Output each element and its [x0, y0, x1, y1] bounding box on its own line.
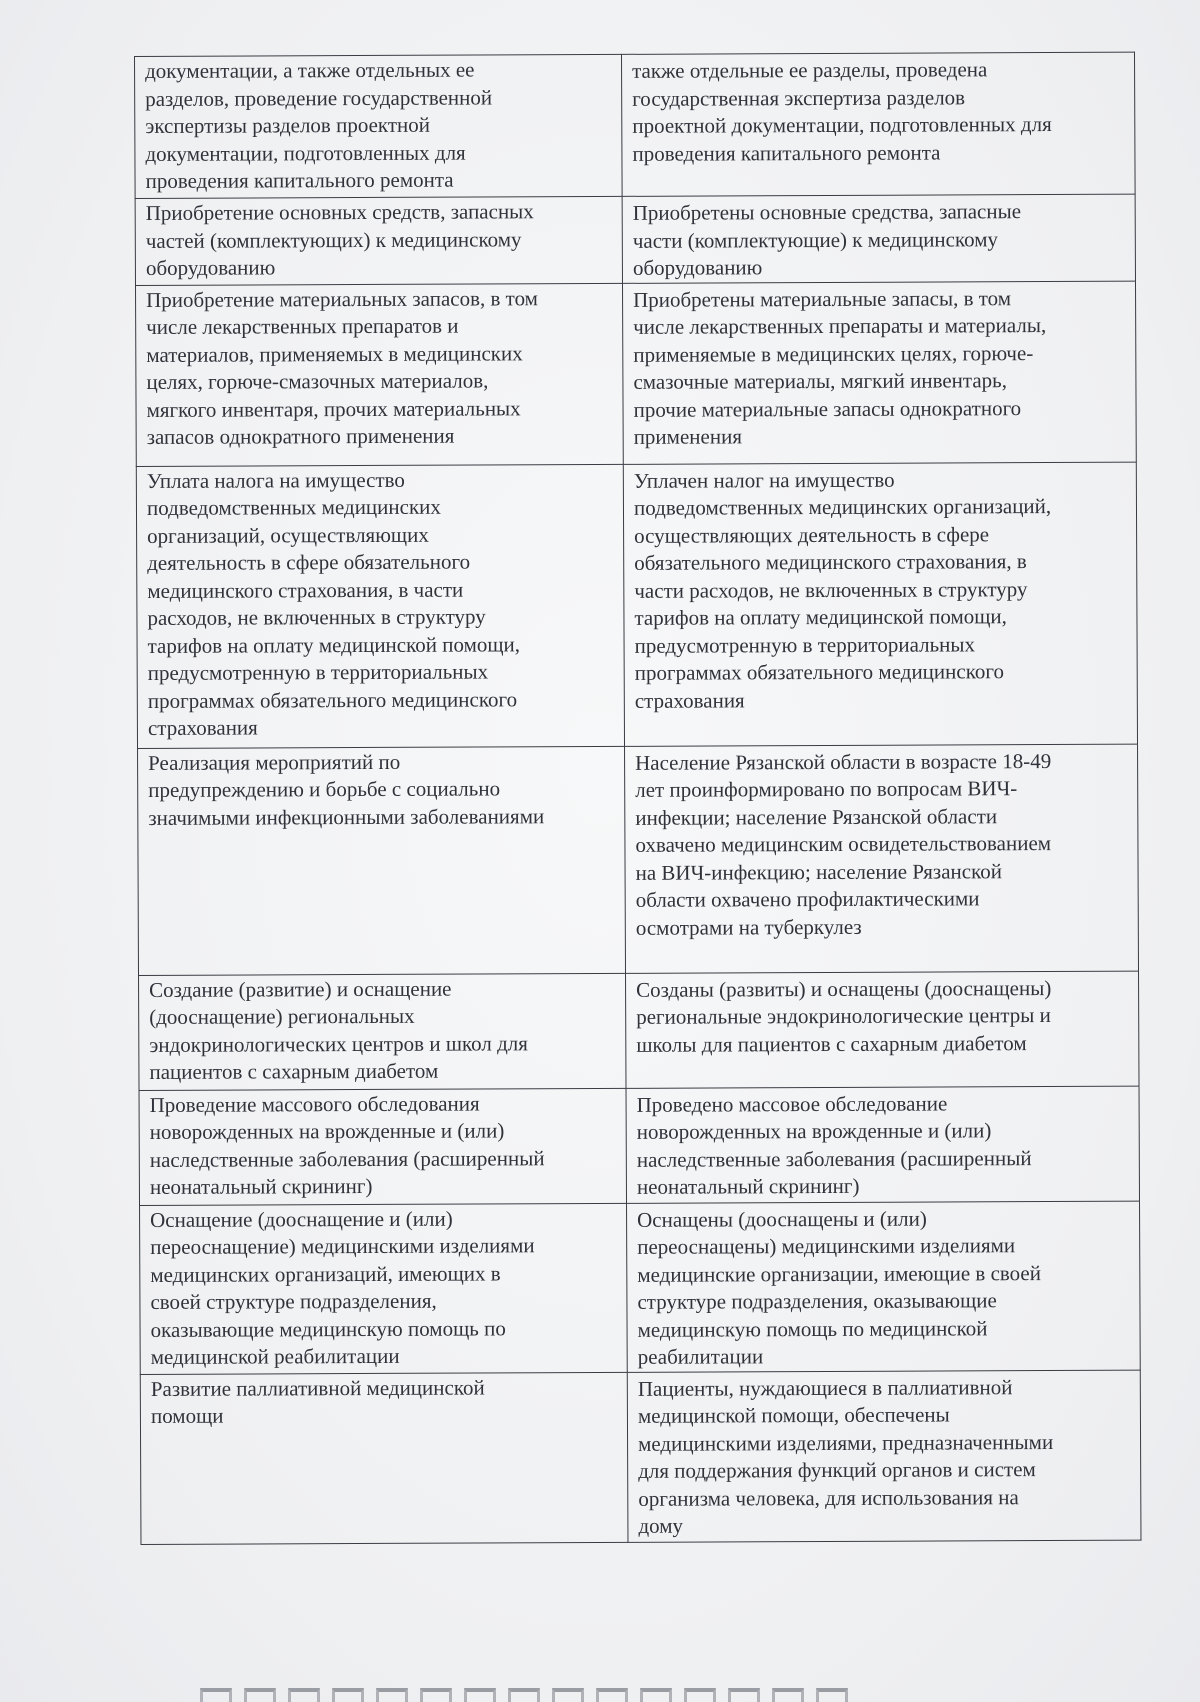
measures-results-table [134, 52, 1141, 1545]
table-row [136, 462, 1137, 748]
measure-cell: Проведение массового обследования новорожденных на врожденные и (или) наследственные заболевания (расширенный неонатальный скрининг) [139, 1088, 626, 1205]
measure-cell: Развитие паллиативной медицинской помощи [140, 1372, 628, 1544]
measure-cell: документации, а также отдельных ее разделов, проведение государственной экспертизы разделов проектной документации, подготовленных для проведения капитального ремонта [135, 54, 623, 198]
result-cell: Пациенты, нуждающиеся в паллиативной медицинской помощи, обеспечены медицинскими изделиями, предназначенными для поддержания функций органов и систем организма человека, для использования на дому [627, 1370, 1141, 1542]
measure-cell: Реализация мероприятий по предупреждению и борьбе с социально значимыми инфекционными заболеваниями [138, 746, 626, 975]
table-row [140, 1201, 1141, 1374]
table-row [139, 1086, 1139, 1205]
table-row [138, 744, 1139, 975]
table-row [135, 194, 1135, 285]
measure-cell: Уплата налога на имущество подведомственных медицинских организаций, осуществляющих деятельность в сфере обязательного медицинского страхования, в части расходов, не включенных в структуру тарифов на оплату медицинской помощи, предусмотренную в территориальных программах обязательного медицинского страхования [136, 464, 624, 748]
cropped-next-page-text [200, 1688, 860, 1702]
table-row [139, 971, 1139, 1090]
result-cell: Приобретены основные средства, запасные части (комплектующие) к медицинскому оборудованию [622, 194, 1135, 283]
measure-cell: Оснащение (дооснащение и (или) переоснащение) медицинскими изделиями медицинских организаций, имеющих в своей структуре подразделения, оказывающие медицинскую помощь по медицинской реабилитации [140, 1203, 628, 1374]
measure-cell: Создание (развитие) и оснащение (дооснащение) региональных эндокринологических центров и школ для пациентов с сахарным диабетом [139, 973, 626, 1090]
measure-cell: Приобретение материальных запасов, в том числе лекарственных препаратов и материалов, применяемых в медицинских целях, горюче-смазочных материалов, мягкого инвентаря, прочих материальных запасов однократного применения [135, 283, 623, 466]
table-row [135, 52, 1136, 198]
result-cell: Уплачен налог на имущество подведомственных медицинских организаций, осуществляющих деятельность в сфере обязательного медицинского страхования, в части расходов, не включенных в структуру тарифов на оплату медицинской помощи, предусмотренную в территориальных программах обязательного медицинского страхования [623, 462, 1137, 746]
table-row [135, 281, 1136, 466]
table-row [140, 1370, 1141, 1544]
result-cell: также отдельные ее разделы, проведена государственная экспертиза разделов проектной документации, подготовленных для проведения капитального ремонта [621, 52, 1135, 196]
result-cell: Население Рязанской области в возрасте 18-49 лет проинформировано по вопросам ВИЧ- инфекции; население Рязанской области охвачено медицинским освидетельствованием на ВИЧ-инфекцию; население Рязанской области охвачено профилактическими осмотрами на туберкулез [625, 744, 1139, 973]
result-cell: Созданы (развиты) и оснащены (дооснащены) региональные эндокринологические центры и школы для пациентов с сахарным диабетом [626, 971, 1139, 1088]
result-cell: Оснащены (дооснащены и (или) переоснащены) медицинскими изделиями медицинские организации, имеющие в своей структуре подразделения, оказывающие медицинскую помощь по медицинской реабилитации [627, 1201, 1141, 1372]
result-cell: Приобретены материальные запасы, в том числе лекарственных препараты и материалы, применяемые в медицинских целях, горюче- смазочные материалы, мягкий инвентарь, прочие материальные запасы однократного применения [622, 281, 1136, 464]
measure-cell: Приобретение основных средств, запасных частей (комплектующих) к медицинскому оборудованию [135, 196, 622, 285]
result-cell: Проведено массовое обследование новорожденных на врожденные и (или) наследственные заболевания (расширенный неонатальный скрининг) [626, 1086, 1139, 1203]
